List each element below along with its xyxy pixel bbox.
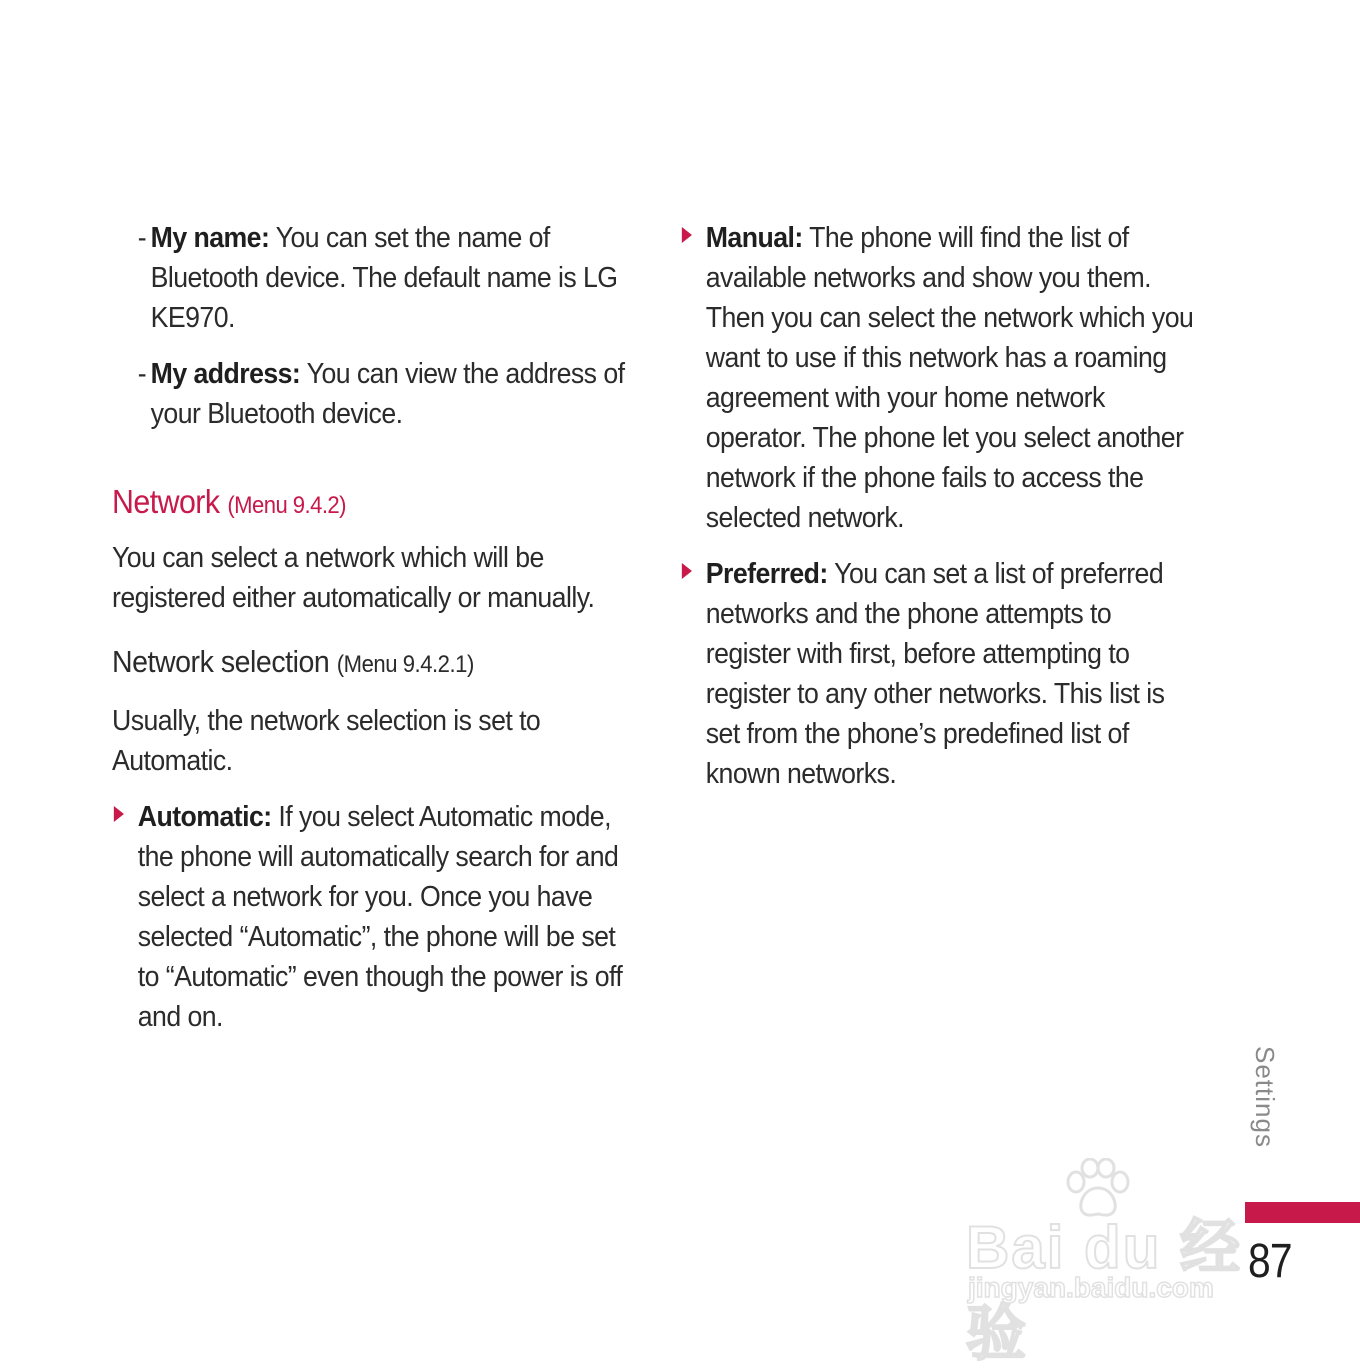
- dash-marker: -: [137, 222, 147, 254]
- bullet-text: You can view the address of your Bluetooth device.: [150, 358, 625, 430]
- option-text: You can set a list of preferred networks and the phone attempts to register with first, before attempting to register to any other networks. This list is set from the phone’s predefined list of known networks.: [705, 558, 1165, 790]
- subsection-heading: [112, 642, 609, 685]
- triangle-bullet-icon: [114, 806, 124, 822]
- option-preferred: [680, 554, 1203, 794]
- watermark-brand: Bai du 经验: [966, 1214, 1243, 1367]
- option-term: Manual:: [705, 222, 803, 254]
- section-body: You can select a network which will be registered either automatically or manually.: [112, 542, 595, 614]
- option-term: Preferred:: [705, 558, 828, 590]
- dash-marker: -: [137, 358, 147, 390]
- left-column: [112, 218, 625, 1037]
- section-title: Network: [112, 483, 220, 520]
- chapter-side-label: [1236, 1046, 1296, 1166]
- chapter-label-text: Settings: [1250, 1046, 1280, 1148]
- subsection-body: Usually, the network selection is set to Automatic.: [112, 705, 541, 777]
- bullet-text: You can set the name of Bluetooth device. The default name is LG KE970.: [150, 222, 618, 334]
- bullet-term: My name:: [150, 222, 270, 254]
- right-column: [680, 218, 1200, 794]
- bullet-my-address: [112, 354, 647, 434]
- option-automatic: [112, 797, 635, 1037]
- page-number: 87: [1248, 1235, 1292, 1288]
- bullet-term: My address:: [150, 358, 301, 390]
- option-text: The phone will find the list of available networks and show you them. Then you can select the network which you want to use if this network has a roaming agreement with your home network operator. The phone let you select another network if the phone fails to access the selected network.: [705, 222, 1194, 534]
- section-menu-ref: (Menu 9.4.2): [227, 492, 346, 519]
- triangle-bullet-icon: [682, 227, 692, 243]
- triangle-bullet-icon: [682, 563, 692, 579]
- subsection-title: Network selection: [112, 644, 330, 679]
- bullet-my-name: [112, 218, 647, 338]
- option-text: If you select Automatic mode, the phone will automatically search for and select a network for you. Once you have selected “Automatic”, the phone will be set to “Automatic” even though the power is off and on.: [137, 801, 623, 1033]
- subsection-menu-ref: (Menu 9.4.2.1): [336, 651, 474, 678]
- baidu-watermark: [962, 1156, 1282, 1367]
- watermark-site: jingyan.baidu.com: [968, 1272, 1214, 1303]
- option-term: Automatic:: [137, 801, 272, 833]
- option-manual: [680, 218, 1203, 538]
- section-heading-network: [112, 480, 609, 528]
